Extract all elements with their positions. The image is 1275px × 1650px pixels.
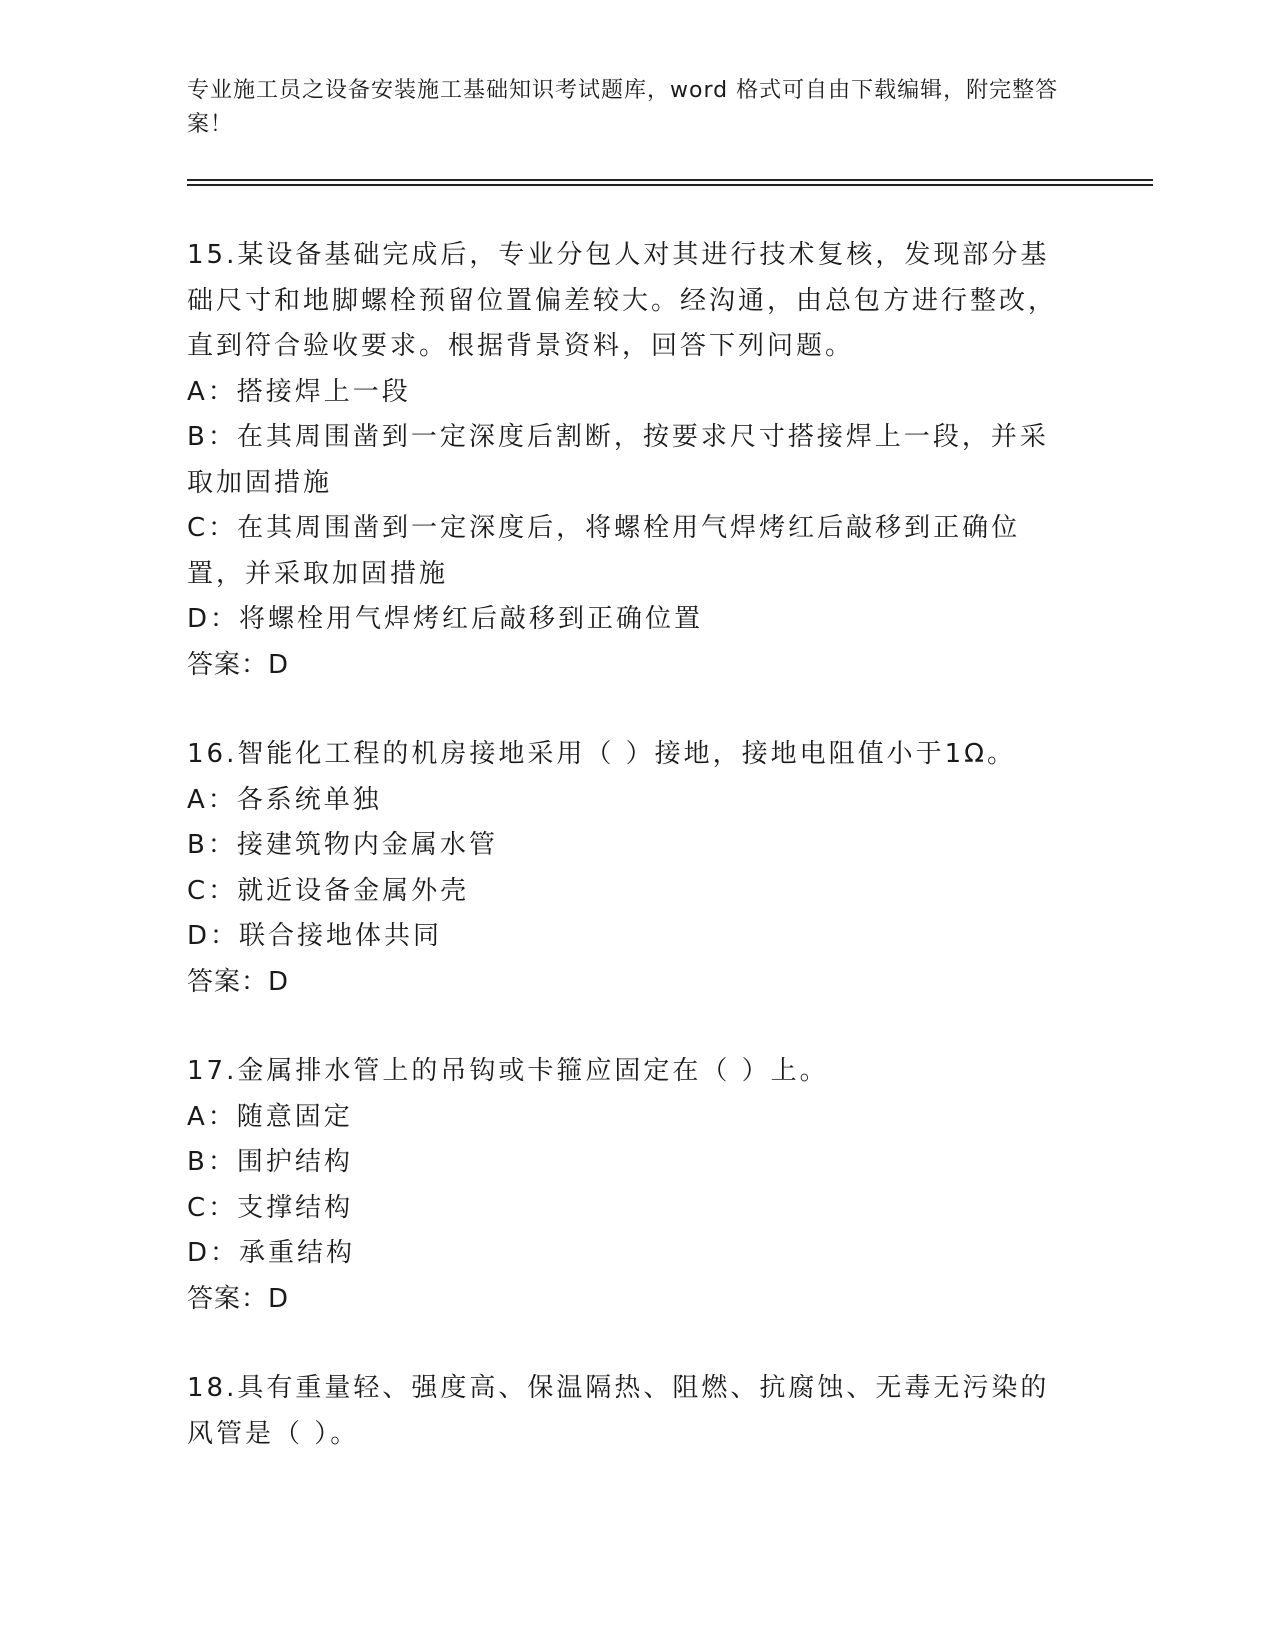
- option-d: D：联合接地体共同: [187, 921, 443, 951]
- question-text: 18.具有重量轻、强度高、保温隔热、阻燃、抗腐蚀、无毒无污染的风管是（ ）。: [187, 1373, 1050, 1449]
- question-15: [187, 233, 1067, 688]
- document-header: 专业施工员之设备安装施工基础知识考试题库，word 格式可自由下载编辑，附完整答案！: [187, 78, 1059, 137]
- header-rule-bottom: [187, 184, 1153, 186]
- question-text: 15.某设备基础完成后，专业分包人对其进行技术复核，发现部分基础尺寸和地脚螺栓预留位置偏差较大。经沟通，由总包方进行整改，直到符合验收要求。根据背景资料，回答下列问题。: [187, 240, 1058, 361]
- question-18: [187, 1366, 1067, 1457]
- option-c: C：就近设备金属外壳: [187, 875, 470, 906]
- option-b: B：在其周围凿到一定深度后割断，按要求尺寸搭接焊上一段，并采取加固措施: [187, 422, 1049, 498]
- option-d: D：将螺栓用气焊烤红后敲移到正确位置: [187, 604, 704, 634]
- question-text: 16.智能化工程的机房接地采用（ ）接地，接地电阻值小于1Ω。: [187, 739, 1017, 769]
- option-a: A：随意固定: [187, 1101, 353, 1132]
- answer: 答案：D: [187, 649, 290, 680]
- question-list: [187, 233, 1067, 1501]
- header-rule-top: [187, 179, 1153, 181]
- answer: 答案：D: [187, 966, 290, 997]
- question-16: [187, 732, 1067, 1005]
- option-c: C：在其周围凿到一定深度后，将螺栓用气焊烤红后敲移到正确位置，并采取加固措施: [187, 513, 1021, 589]
- option-a: A：搭接焊上一段: [187, 376, 411, 407]
- answer: 答案：D: [187, 1283, 290, 1314]
- question-17: [187, 1049, 1067, 1322]
- option-b: B：接建筑物内金属水管: [187, 830, 498, 860]
- option-c: C：支撑结构: [187, 1192, 354, 1223]
- question-text: 17.金属排水管上的吊钩或卡箍应固定在（ ）上。: [187, 1056, 829, 1086]
- option-d: D：承重结构: [187, 1238, 356, 1268]
- option-a: A：各系统单独: [187, 784, 382, 815]
- option-b: B：围护结构: [187, 1147, 353, 1177]
